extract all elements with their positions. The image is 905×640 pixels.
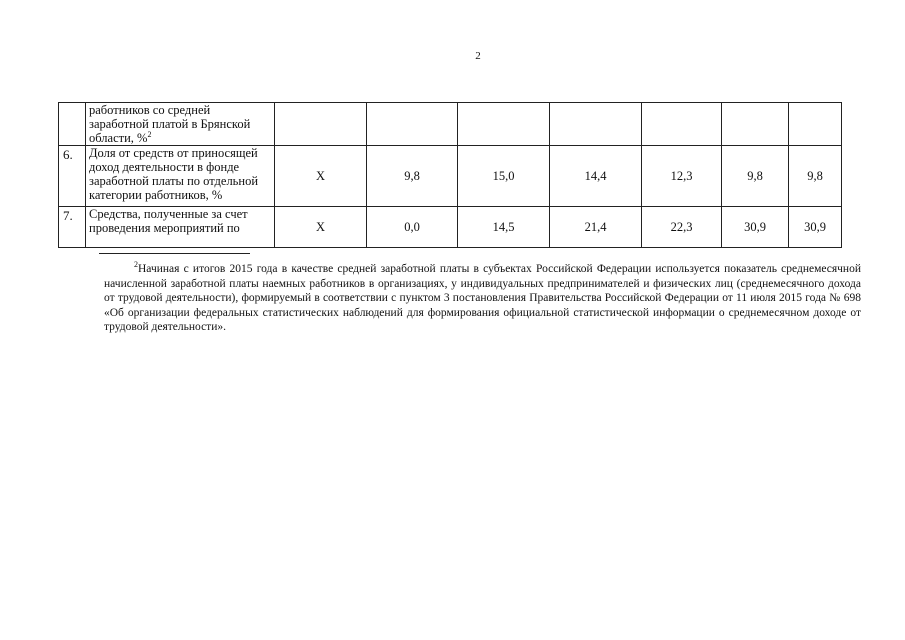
value-cell bbox=[722, 103, 789, 146]
footnote-text: Начиная с итогов 2015 года в качестве средней заработной платы в субъектах Российской Федерации используется показатель среднемесячной начисленной заработной платы наемных работников в организациях, у индивидуальных предпринимателей и физических лиц (среднемесячного дохода от трудовой деятельности), формируемый в соответствии с пунктом 3 постановления Правительства Российской Федерации от 11 июля 2015 года № 698 «Об организации федеральных статистических наблюдений для формирования официальной статистической информации о среднемесячном доходе от трудовой деятельности». bbox=[104, 263, 861, 333]
footnote-marker: 2 bbox=[134, 260, 138, 270]
value-cell: 9,8 bbox=[722, 146, 789, 207]
table-row bbox=[59, 146, 842, 207]
value-cell: 9,8 bbox=[789, 146, 842, 207]
table-row bbox=[59, 207, 842, 248]
footnote bbox=[104, 262, 861, 335]
page-number: 2 bbox=[475, 50, 481, 62]
indicator-text: работников со средней заработной платой в Брянской области, % bbox=[89, 103, 251, 145]
value-cell: 22,3 bbox=[642, 207, 722, 248]
value-cell: 9,8 bbox=[367, 146, 458, 207]
value-cell: 14,4 bbox=[550, 146, 642, 207]
row-number: 6. bbox=[59, 146, 86, 207]
value-cell: 30,9 bbox=[722, 207, 789, 248]
value-cell bbox=[642, 103, 722, 146]
value-cell: 12,3 bbox=[642, 146, 722, 207]
value-cell: 30,9 bbox=[789, 207, 842, 248]
table-row bbox=[59, 103, 842, 146]
value-cell: 21,4 bbox=[550, 207, 642, 248]
value-cell bbox=[458, 103, 550, 146]
value-cell: Х bbox=[275, 146, 367, 207]
value-cell: 15,0 bbox=[458, 146, 550, 207]
row-indicator-name bbox=[86, 103, 275, 146]
indicator-text: Средства, полученные за счет проведения мероприятий по bbox=[89, 207, 248, 235]
value-cell bbox=[550, 103, 642, 146]
value-cell bbox=[275, 103, 367, 146]
row-number: 7. bbox=[59, 207, 86, 248]
row-indicator-name bbox=[86, 207, 275, 248]
footnote-paragraph bbox=[104, 262, 861, 335]
footnote-reference: 2 bbox=[147, 129, 152, 139]
value-cell: Х bbox=[275, 207, 367, 248]
value-cell: 14,5 bbox=[458, 207, 550, 248]
indicator-text: Доля от средств от приносящей доход деятельности в фонде заработной платы по отдельной категории работников, % bbox=[89, 146, 259, 202]
value-cell: 0,0 bbox=[367, 207, 458, 248]
value-cell bbox=[367, 103, 458, 146]
row-number bbox=[59, 103, 86, 146]
footnote-separator bbox=[99, 253, 250, 254]
indicator-table bbox=[58, 102, 842, 248]
row-indicator-name bbox=[86, 146, 275, 207]
value-cell bbox=[789, 103, 842, 146]
